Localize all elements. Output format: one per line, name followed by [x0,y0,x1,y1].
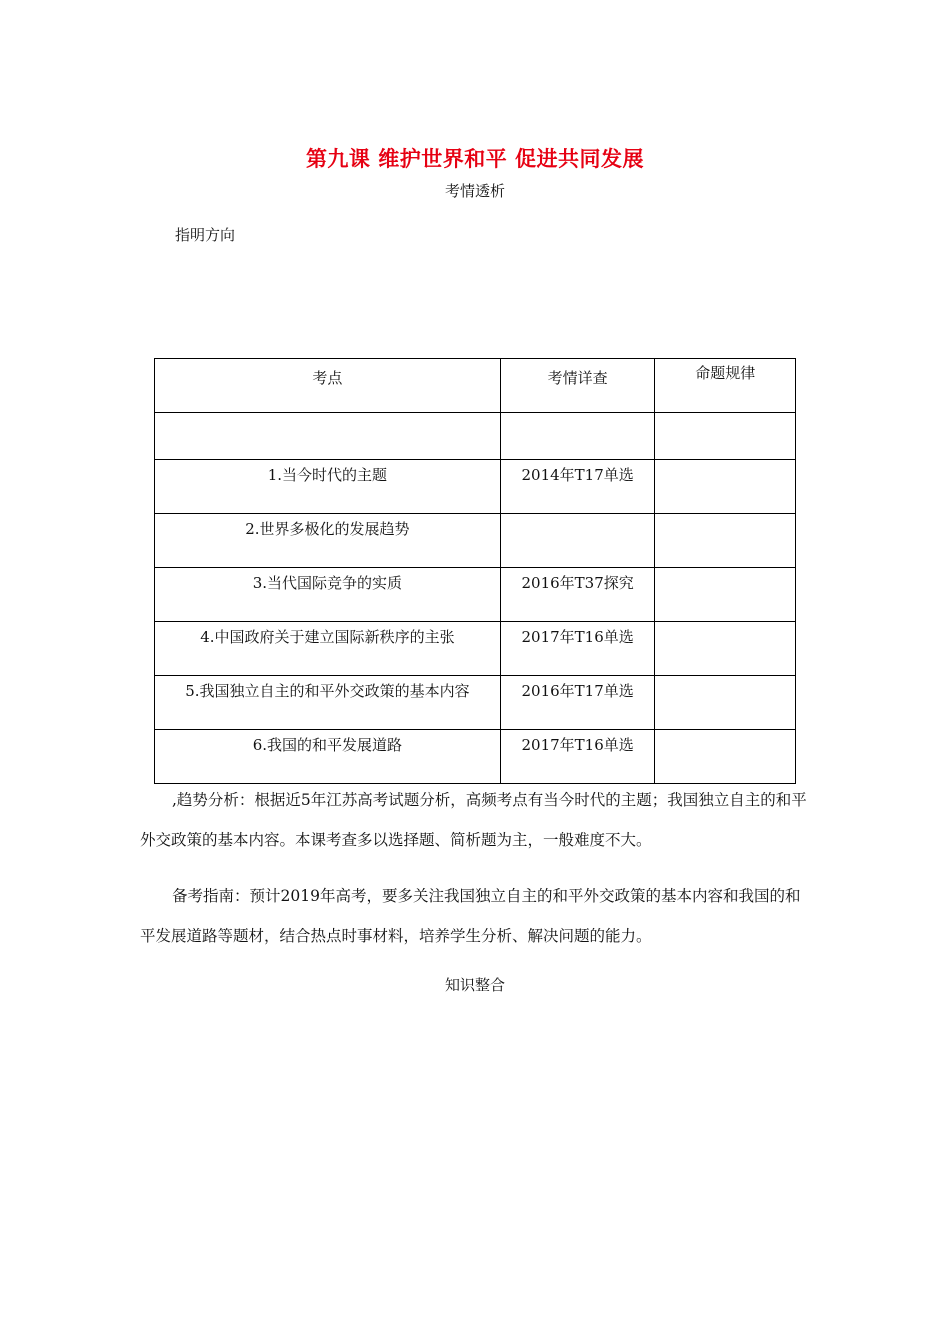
table-cell-point: 5.我国独立自主的和平外交政策的基本内容 [155,676,501,730]
knowledge-heading: 知识整合 [444,976,505,994]
table-cell-rule [655,514,796,568]
table-cell-point: 4.中国政府关于建立国际新秩序的主张 [155,622,501,676]
table-cell-point: 6.我国的和平发展道路 [155,730,501,784]
table-header-row [155,359,796,413]
table-row [155,676,796,730]
header-pattern: 命题规律 [655,359,796,413]
header-exam-point: 考点 [155,359,501,413]
table-cell-rule [655,730,796,784]
table-cell-rule [655,568,796,622]
header-exam-detail: 考情详查 [500,359,655,413]
table-cell-detail [500,514,655,568]
table-row [155,730,796,784]
table-cell-rule [655,622,796,676]
section-heading-exam-analysis: 考情透析 [444,182,505,200]
table-cell-detail: 2016年T37探究 [500,568,655,622]
direction-label: 指明方向 [175,226,236,244]
table-cell-detail: 2017年T16单选 [500,622,655,676]
table-row [155,514,796,568]
table-cell [655,413,796,460]
table-cell [500,413,655,460]
table-row [155,622,796,676]
table-cell-point: 3.当代国际竞争的实质 [155,568,501,622]
exam-points-table [154,358,796,784]
table-cell-detail: 2017年T16单选 [500,730,655,784]
exam-guide-paragraph: 备考指南：预计2019年高考，要多关注我国独立自主的和平外交政策的基本内容和我国的和平发展道路等题材，结合热点时事材料，培养学生分析、解决问题的能力。 [140,887,801,945]
lesson-title: 第九课 维护世界和平 促进共同发展 [305,147,645,171]
table-cell-point: 1.当今时代的主题 [155,460,501,514]
table-row [155,568,796,622]
table-cell [155,413,501,460]
table-row-empty [155,413,796,460]
table-cell-rule [655,460,796,514]
table-cell-detail: 2016年T17单选 [500,676,655,730]
table-cell-point: 2.世界多极化的发展趋势 [155,514,501,568]
table-row [155,460,796,514]
table-cell-rule [655,676,796,730]
trend-analysis-paragraph: ,趋势分析：根据近5年江苏高考试题分析，高频考点有当今时代的主题；我国独立自主的和平外交政策的基本内容。本课考查多以选择题、简析题为主，一般难度不大。 [140,791,807,849]
table-cell-detail: 2014年T17单选 [500,460,655,514]
